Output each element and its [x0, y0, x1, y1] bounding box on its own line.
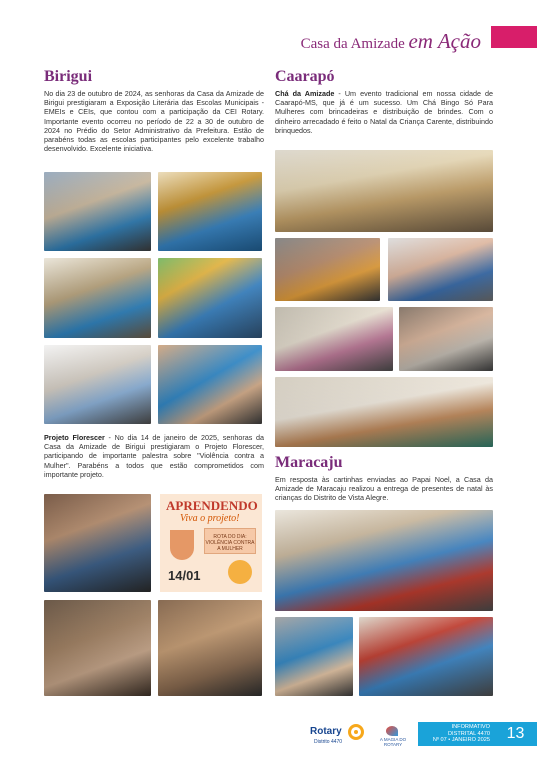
florescer-text: [44, 433, 264, 479]
photo-maracaju-2: [275, 617, 353, 696]
maracaju-text: Em resposta às cartinhas enviadas ao Papai Noel, a Casa da Amizade de Maracaju realizou a entrega de presentes de natal às crianças do Distrito de Vista Alegre.: [275, 475, 493, 503]
caarapo-lead: Chá da Amizade: [275, 89, 335, 98]
photo-florescer-group: [44, 494, 151, 592]
florescer-section: [44, 433, 264, 479]
photo-caarapo-group: [275, 150, 493, 232]
page-header: [237, 26, 537, 52]
rotary-district: Distrito 4470: [314, 739, 343, 745]
photo-birigui-5: [44, 345, 151, 424]
section-title: [301, 29, 481, 54]
rotary-name: Rotary: [310, 726, 342, 737]
photo-maracaju-1: [275, 510, 493, 611]
rotary-wheel-icon: [348, 724, 364, 740]
photo-florescer-3: [158, 600, 262, 696]
photo-birigui-1: [44, 172, 151, 251]
magia-mark-icon: [386, 726, 398, 736]
photo-birigui-3: [44, 258, 151, 338]
info-line2: DISTRITAL 4470: [448, 730, 490, 737]
photo-birigui-2: [158, 172, 262, 251]
page-number: 13: [494, 722, 537, 746]
photo-florescer-2: [44, 600, 151, 696]
poster-subtitle: Viva o projeto!: [180, 513, 240, 524]
rotary-logo: [310, 726, 343, 745]
caarapo-body: - Um evento tradicional em nossa cidade de Caarapó-MS, que já é um sucesso. Um Chá Bingo Só Para Mulheres com brincadeiras e distribuição de brindes. Com o dinheiro arrecadado é feito o Natal da Criança Carente, distribuindo brinquedos.: [275, 89, 493, 135]
photo-maracaju-3: [359, 617, 493, 696]
birigui-section: [44, 68, 264, 153]
photo-caarapo-6: [275, 377, 493, 447]
poster-portrait: [228, 560, 252, 584]
info-line3: Nº 07 • JANEIRO 2025: [432, 737, 490, 744]
maracaju-section: [275, 454, 493, 503]
birigui-text: No dia 23 de outubro de 2024, as senhoras da Casa da Amizade de Birigui prestigiaram a Exposição Literária das Escolas Municipais - EMEIs e CEIs, que contou com a participação da CEI Rotary. Importante evento ocorreu no período de 22 a 30 de outubro de 2024 no Prédio do Setor Administrativo da Prefeitura. Estão de parabéns todas as escolas participantes pelo excelente trabalho desenvolvido. Excelente iniciativa.: [44, 89, 264, 154]
magia-do-rotary-logo: [376, 726, 408, 748]
section-title-part2: em Ação: [408, 29, 481, 53]
newsletter-info-box: [418, 722, 494, 746]
photo-caarapo-4: [275, 307, 393, 371]
header-accent-bar: [491, 26, 537, 48]
magia-logo-text: A MAGIA DO ROTARY: [379, 737, 407, 747]
section-title-part1: Casa da Amizade: [300, 36, 409, 52]
maracaju-heading: Maracaju: [275, 454, 343, 471]
photo-caarapo-5: [399, 307, 493, 371]
caarapo-section: [275, 68, 493, 135]
florescer-lead: Projeto Florescer: [44, 433, 105, 442]
photo-caarapo-3: [388, 238, 493, 301]
drink-illustration: [170, 530, 194, 560]
poster-date: 14/01: [168, 568, 201, 583]
poster-info-box: ROTA DO DIA: VIOLÊNCIA CONTRA A MULHER: [204, 528, 256, 554]
caarapo-text: [275, 89, 493, 135]
florescer-poster: [160, 494, 262, 592]
photo-birigui-6: [158, 345, 262, 424]
info-line1: INFORMATIVO: [451, 724, 490, 730]
florescer-body: - No dia 14 de janeiro de 2025, senhoras da Casa da Amizade de Birigui prestigiaram o Projeto Florescer, participando de importante palestra sobre "Violência contra a Mulher". Parabéns a todos que estão comprometidos com importante projeto.: [44, 433, 264, 479]
photo-birigui-4: [158, 258, 262, 338]
page-footer: [0, 712, 537, 768]
photo-caarapo-2: [275, 238, 380, 301]
caarapo-heading: Caarapó: [275, 68, 335, 85]
birigui-heading: Birigui: [44, 68, 93, 85]
poster-title: APRENDENDO: [166, 498, 258, 513]
